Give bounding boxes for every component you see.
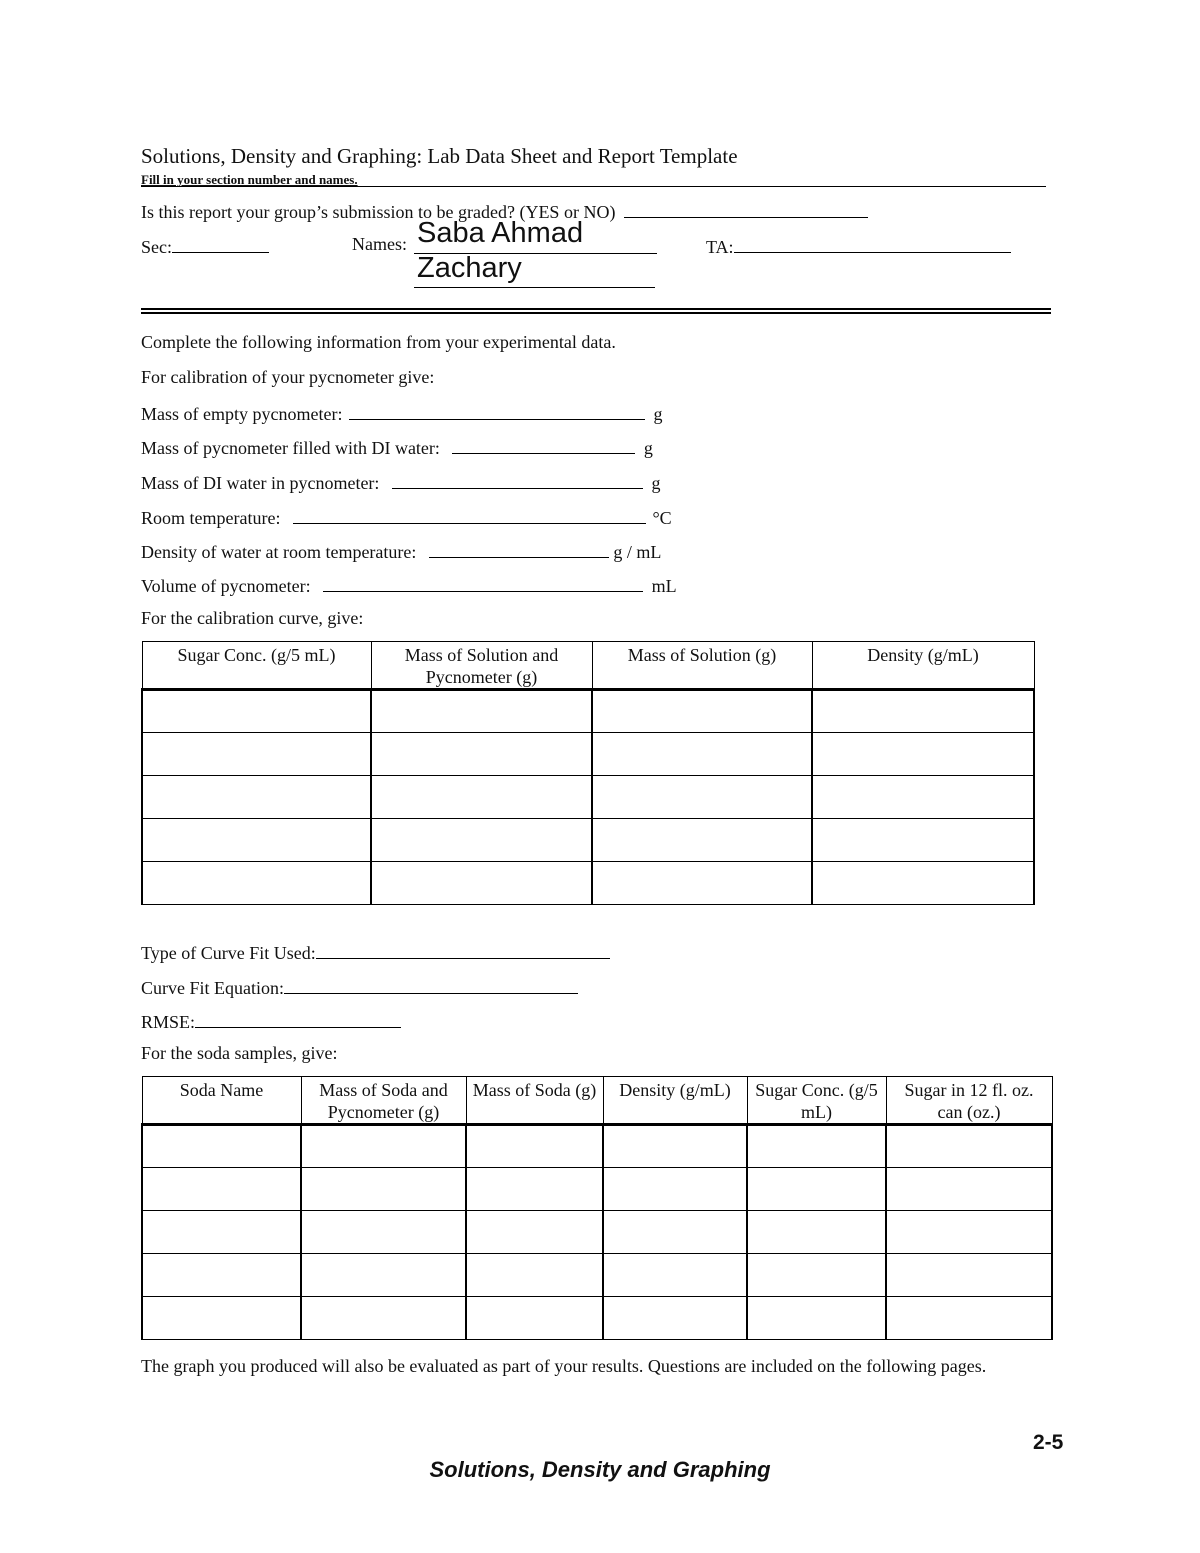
column-header: Mass of Solution (g) [592, 642, 812, 690]
table-cell[interactable] [747, 1254, 886, 1297]
closing-note: The graph you produced will also be evaluated as part of your results. Questions are included on the following pages. [141, 1356, 987, 1376]
table-row [142, 690, 1034, 733]
table-row [142, 733, 1034, 776]
calibration-curve-table [141, 641, 1035, 905]
calibration-field-row [141, 401, 662, 425]
submission-answer-field[interactable] [624, 199, 868, 218]
name-1-handwritten: Saba Ahmad [417, 217, 584, 249]
field-label: Volume of pycnometer: [141, 576, 311, 596]
table-cell[interactable] [142, 1254, 301, 1297]
table-cell[interactable] [371, 690, 592, 733]
table-cell[interactable] [592, 862, 812, 905]
table-cell[interactable] [603, 1211, 747, 1254]
page-number: 2-5 [1033, 1431, 1064, 1454]
data-intro: Complete the following information from your experimental data. [141, 332, 616, 352]
field-label: Mass of empty pycnometer: [141, 404, 343, 424]
rmse-row [141, 1009, 401, 1033]
table-row [142, 776, 1034, 819]
pycnometer-volume-field[interactable] [323, 573, 643, 592]
fill-in-instruction: Fill in your section number and names. [141, 172, 358, 187]
field-unit: g [653, 404, 663, 424]
instruction-rule [141, 186, 1046, 187]
column-header: Density (g/mL) [603, 1077, 747, 1125]
table-cell[interactable] [142, 862, 371, 905]
table-row [142, 1254, 1052, 1297]
column-header: Mass of Soda (g) [466, 1077, 603, 1125]
table-cell[interactable] [603, 1297, 747, 1340]
table-cell[interactable] [301, 1297, 466, 1340]
table-cell[interactable] [142, 1125, 301, 1168]
table-cell[interactable] [466, 1211, 603, 1254]
table-cell[interactable] [142, 1297, 301, 1340]
table-cell[interactable] [301, 1254, 466, 1297]
soda-heading: For the soda samples, give: [141, 1043, 338, 1063]
soda-samples-table [141, 1076, 1053, 1340]
ta-row [706, 234, 1011, 258]
calibration-field-row [141, 573, 677, 597]
column-header: Sugar in 12 fl. oz. can (oz.) [886, 1077, 1052, 1125]
table-cell[interactable] [812, 733, 1034, 776]
page-title: Solutions, Density and Graphing: Lab Data Sheet and Report Template [141, 144, 738, 168]
column-header: Sugar Conc. (g/5 mL) [142, 642, 371, 690]
calibration-field-row [141, 505, 672, 529]
table-cell[interactable] [747, 1168, 886, 1211]
field-unit: g [643, 438, 653, 458]
table-row [142, 1297, 1052, 1340]
ta-field[interactable] [734, 234, 1011, 253]
sec-field[interactable] [172, 234, 269, 253]
curve-fit-equation-field[interactable] [284, 975, 578, 994]
table-cell[interactable] [603, 1254, 747, 1297]
curve-fit-type-field[interactable] [316, 940, 610, 959]
separator-rule-bottom [141, 312, 1051, 314]
table-row [142, 1125, 1052, 1168]
field-label: Mass of pycnometer filled with DI water: [141, 438, 440, 458]
table-row [142, 862, 1034, 905]
sec-row [141, 234, 269, 258]
column-header: Sugar Conc. (g/5 mL) [747, 1077, 886, 1125]
table-cell[interactable] [592, 733, 812, 776]
table-cell[interactable] [886, 1254, 1052, 1297]
table-cell[interactable] [812, 776, 1034, 819]
table-cell[interactable] [466, 1125, 603, 1168]
chapter-title: Solutions, Density and Graphing [429, 1457, 771, 1482]
table-cell[interactable] [812, 862, 1034, 905]
name-2-field[interactable] [414, 287, 655, 288]
table-row [142, 819, 1034, 862]
field-unit: mL [651, 576, 677, 596]
rmse-field[interactable] [195, 1009, 401, 1028]
water-density-field[interactable] [429, 539, 609, 558]
table-cell[interactable] [603, 1168, 747, 1211]
field-label: Mass of DI water in pycnometer: [141, 473, 380, 493]
room-temperature-field[interactable] [293, 505, 646, 524]
table-row [142, 1211, 1052, 1254]
table-cell[interactable] [142, 1168, 301, 1211]
table-cell[interactable] [592, 819, 812, 862]
table-cell[interactable] [142, 819, 371, 862]
mass-empty-pycnometer-field[interactable] [349, 401, 645, 420]
name-2-handwritten: Zachary [417, 252, 522, 284]
curve-fit-type-label: Type of Curve Fit Used: [141, 943, 316, 963]
table-cell[interactable] [886, 1125, 1052, 1168]
field-unit: °C [652, 508, 672, 528]
ta-label: TA: [706, 237, 734, 257]
table-cell[interactable] [371, 862, 592, 905]
calibration-heading: For calibration of your pycnometer give: [141, 367, 435, 387]
table-cell[interactable] [371, 776, 592, 819]
calibration-field-row [141, 470, 660, 494]
curve-fit-equation-row [141, 975, 578, 999]
table-cell[interactable] [886, 1297, 1052, 1340]
curve-fit-equation-label: Curve Fit Equation: [141, 978, 284, 998]
calibration-curve-heading: For the calibration curve, give: [141, 608, 364, 628]
table-cell[interactable] [886, 1168, 1052, 1211]
mass-di-water-field[interactable] [392, 470, 643, 489]
table-cell[interactable] [747, 1125, 886, 1168]
table-cell[interactable] [747, 1297, 886, 1340]
rmse-label: RMSE: [141, 1012, 196, 1032]
table-row [142, 1168, 1052, 1211]
field-label: Room temperature: [141, 508, 281, 528]
table-cell[interactable] [603, 1125, 747, 1168]
table-cell[interactable] [812, 819, 1034, 862]
table-cell[interactable] [371, 819, 592, 862]
table-cell[interactable] [142, 776, 371, 819]
table-cell[interactable] [466, 1254, 603, 1297]
field-label: Density of water at room temperature: [141, 542, 417, 562]
table-cell[interactable] [301, 1125, 466, 1168]
column-header: Soda Name [142, 1077, 301, 1125]
separator-rule-top [141, 308, 1051, 310]
column-header: Mass of Solution and Pycnometer (g) [371, 642, 592, 690]
column-header: Density (g/mL) [812, 642, 1034, 690]
table-cell[interactable] [466, 1168, 603, 1211]
sec-label: Sec: [141, 237, 172, 257]
curve-fit-type-row [141, 940, 610, 964]
table-cell[interactable] [592, 776, 812, 819]
table-cell[interactable] [142, 733, 371, 776]
field-unit: g / mL [613, 542, 662, 562]
column-header: Mass of Soda and Pycnometer (g) [301, 1077, 466, 1125]
table-cell[interactable] [592, 690, 812, 733]
table-cell[interactable] [747, 1211, 886, 1254]
table-cell[interactable] [301, 1168, 466, 1211]
table-cell[interactable] [142, 1211, 301, 1254]
calibration-field-row [141, 435, 653, 459]
calibration-field-row [141, 539, 661, 563]
table-cell[interactable] [371, 733, 592, 776]
table-cell[interactable] [301, 1211, 466, 1254]
field-unit: g [651, 473, 661, 493]
names-label: Names: [352, 234, 407, 254]
table-cell[interactable] [812, 690, 1034, 733]
submission-question: Is this report your group’s submission to be graded? (YES or NO) [141, 202, 616, 222]
table-cell[interactable] [142, 690, 371, 733]
table-cell[interactable] [886, 1211, 1052, 1254]
table-cell[interactable] [466, 1297, 603, 1340]
mass-filled-pycnometer-field[interactable] [452, 435, 635, 454]
